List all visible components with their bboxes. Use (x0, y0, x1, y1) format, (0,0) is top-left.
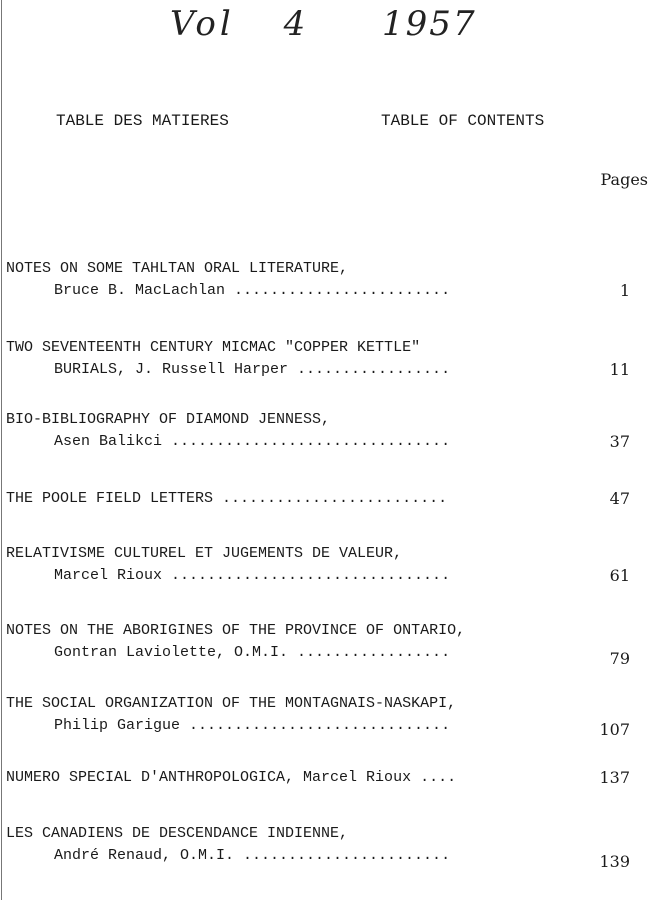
pages-column-label: Pages (600, 170, 648, 189)
entry-page-number: 137 (599, 768, 630, 787)
toc-entry (6, 693, 646, 737)
entry-title: NUMERO SPECIAL D'ANTHROPOLOGICA, Marcel Rioux .... (6, 769, 457, 786)
toc-entry (6, 258, 646, 302)
entry-title: THE POOLE FIELD LETTERS ......................... (6, 490, 448, 507)
entry-title: BIO-BIBLIOGRAPHY OF DIAMOND JENNESS, (6, 411, 331, 428)
heading-french: TABLE DES MATIERES (56, 112, 229, 130)
toc-entry (6, 488, 646, 510)
toc-entry (6, 620, 646, 668)
entry-page-number: 1 (619, 281, 630, 300)
entry-page-number: 107 (599, 720, 630, 739)
entry-author: André Renaud, O.M.I. ....................... (54, 847, 451, 864)
toc-entry (6, 409, 646, 453)
left-edge-rule (1, 0, 2, 900)
entry-title: NOTES ON SOME TAHLTAN ORAL LITERATURE, (6, 260, 349, 277)
entry-page-number: 79 (609, 649, 630, 668)
entry-author: Marcel Rioux ............................... (54, 567, 451, 584)
handwritten-number: 4 (283, 4, 310, 44)
entry-author: BURIALS, J. Russell Harper ................. (54, 361, 451, 378)
entry-page-number: 37 (609, 432, 630, 451)
handwritten-annotation (170, 4, 477, 44)
toc-entry (6, 337, 646, 381)
entry-title: TWO SEVENTEENTH CENTURY MICMAC "COPPER KETTLE" (6, 339, 421, 356)
entry-title: THE SOCIAL ORGANIZATION OF THE MONTAGNAIS-NASKAPI, (6, 695, 457, 712)
entry-author: Gontran Laviolette, O.M.I. ................. (54, 644, 451, 661)
toc-entry (6, 767, 646, 789)
entry-title: LES CANADIENS DE DESCENDANCE INDIENNE, (6, 825, 349, 842)
entry-title: NOTES ON THE ABORIGINES OF THE PROVINCE OF ONTARIO, (6, 622, 466, 639)
entry-title: RELATIVISME CULTUREL ET JUGEMENTS DE VALEUR, (6, 545, 403, 562)
entry-page-number: 139 (599, 852, 630, 871)
entry-author: Bruce B. MacLachlan ........................ (54, 282, 451, 299)
entry-page-number: 47 (609, 489, 630, 508)
entry-page-number: 61 (609, 566, 630, 585)
entry-author: Philip Garigue ............................. (54, 717, 451, 734)
toc-entry (6, 823, 646, 871)
handwritten-vol: Vol (170, 4, 235, 44)
heading-english: TABLE OF CONTENTS (381, 112, 545, 130)
entry-author: Asen Balikci ............................... (54, 433, 451, 450)
toc-entry (6, 543, 646, 587)
entry-page-number: 11 (609, 360, 630, 379)
handwritten-year: 1957 (382, 4, 477, 44)
